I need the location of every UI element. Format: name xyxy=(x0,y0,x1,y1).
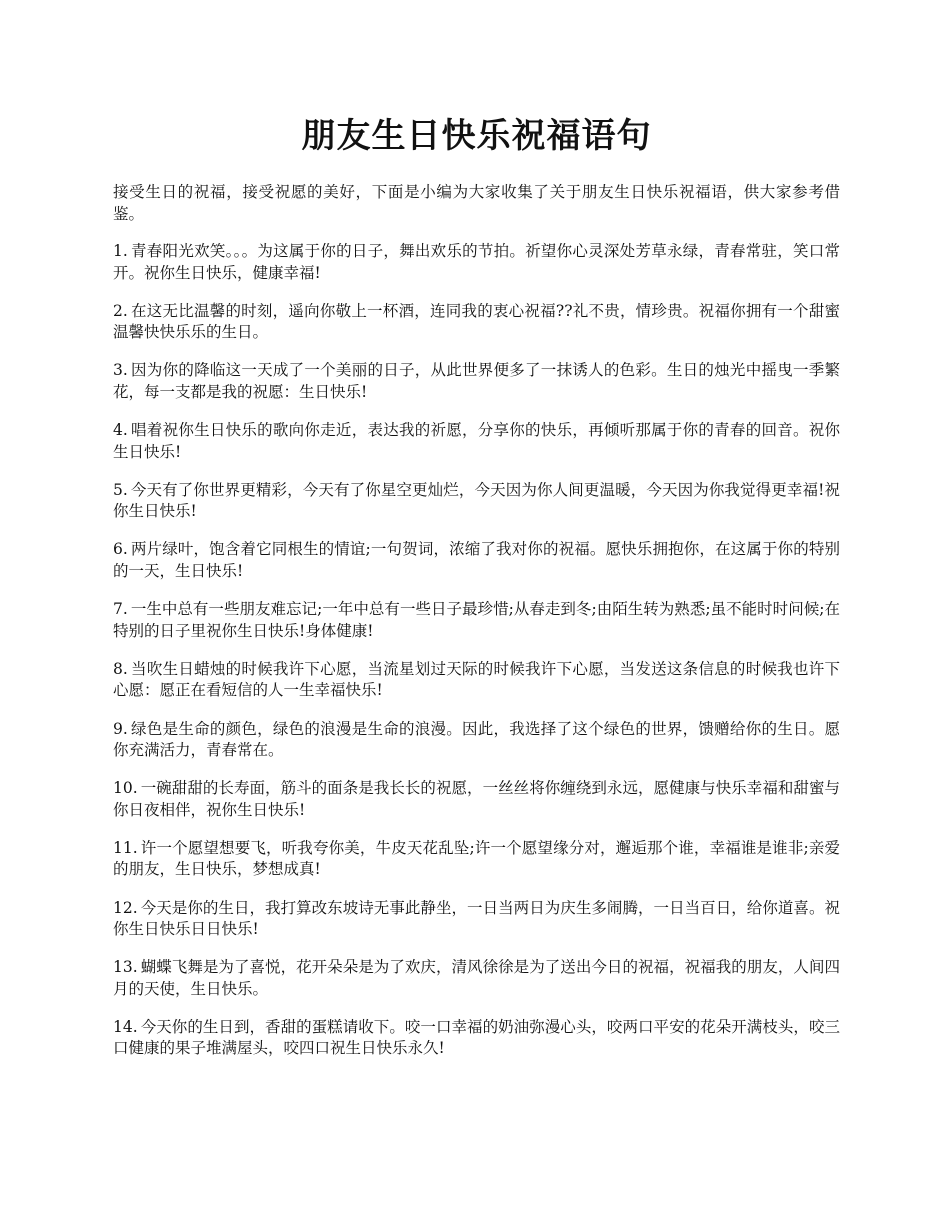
list-item xyxy=(113,301,840,344)
list-item xyxy=(113,539,840,582)
list-item-number: 3. xyxy=(113,361,128,380)
list-item-number: 11. xyxy=(113,838,138,857)
list-item xyxy=(113,360,840,403)
document-page xyxy=(113,108,840,1077)
list-item-text: 绿色是生命的颜色，绿色的浪漫是生命的浪漫。因此，我选择了这个绿色的世界，馈赠给你的生日。愿你充满活力，青春常在。 xyxy=(113,719,840,759)
list-item-text: 当吹生日蜡烛的时候我许下心愿，当流星划过天际的时候我许下心愿，当发送这条信息的时候我也许下心愿：愿正在看短信的人一生幸福快乐! xyxy=(113,659,840,700)
list-item-text: 今天是你的生日，我打算改东坡诗无事此静坐，一日当两日为庆生多闹腾，一日当百日，给你道喜。祝你生日快乐日日快乐! xyxy=(113,898,840,939)
list-item xyxy=(113,838,840,881)
list-item-number: 2. xyxy=(113,301,128,320)
list-item-number: 12. xyxy=(113,898,138,917)
list-item-text: 今天你的生日到，香甜的蛋糕请收下。咬一口幸福的奶油弥漫心头，咬两口平安的花朵开满枝头，咬三口健康的果子堆满屋头，咬四口祝生日快乐永久! xyxy=(113,1017,840,1058)
list-item-number: 10. xyxy=(113,779,138,798)
list-item-text: 在这无比温馨的时刻，遥向你敬上一杯酒，连同我的衷心祝福??礼不贵，情珍贵。祝福你拥有一个甜蜜温馨快快乐乐的生日。 xyxy=(113,301,840,342)
list-item-text: 蝴蝶飞舞是为了喜悦，花开朵朵是为了欢庆，清风徐徐是为了送出今日的祝福，祝福我的朋友，人间四月的天使，生日快乐。 xyxy=(113,958,840,998)
list-item-text: 一碗甜甜的长寿面，筋斗的面条是我长长的祝愿，一丝丝将你缠绕到永远，愿健康与快乐幸福和甜蜜与你日夜相伴，祝你生日快乐! xyxy=(113,779,840,819)
list-item-text: 两片绿叶，饱含着它同根生的情谊;一句贺词，浓缩了我对你的祝福。愿快乐拥抱你，在这属于你的特别的一天，生日快乐! xyxy=(113,540,840,580)
list-item xyxy=(113,1017,840,1060)
list-item-number: 9. xyxy=(113,719,128,738)
list-item xyxy=(113,599,840,642)
list-item-number: 4. xyxy=(113,421,128,440)
list-item xyxy=(113,898,840,941)
list-item xyxy=(113,719,840,762)
list-item-number: 7. xyxy=(113,600,128,619)
list-item xyxy=(113,778,840,821)
list-item-number: 1. xyxy=(113,242,128,260)
list-item-text: 青春阳光欢笑。。。为这属于你的日子，舞出欢乐的节拍。祈望你心灵深处芳草永绿，青春常驻，笑口常开。祝你生日快乐，健康幸福! xyxy=(113,242,840,282)
list-item xyxy=(113,957,840,1000)
list-item xyxy=(113,480,840,523)
list-item xyxy=(113,659,840,702)
list-item-number: 13. xyxy=(113,958,138,977)
wish-list xyxy=(113,241,840,1060)
intro-paragraph: 接受生日的祝福，接受祝愿的美好，下面是小编为大家收集了关于朋友生日快乐祝福语，供大家参考借鉴。 xyxy=(113,183,840,223)
list-item-text: 因为你的降临这一天成了一个美丽的日子，从此世界便多了一抹诱人的色彩。生日的烛光中摇曳一季繁花，每一支都是我的祝愿：生日快乐! xyxy=(113,361,840,401)
list-item-number: 6. xyxy=(113,540,128,559)
list-item-text: 唱着祝你生日快乐的歌向你走近，表达我的祈愿，分享你的快乐，再倾听那属于你的青春的回音。祝你生日快乐! xyxy=(113,421,840,461)
list-item-number: 14. xyxy=(113,1017,138,1036)
list-item-number: 5. xyxy=(113,480,128,499)
list-item-text: 今天有了你世界更精彩，今天有了你星空更灿烂，今天因为你人间更温暖，今天因为你我觉得更幸福!祝你生日快乐! xyxy=(113,480,840,521)
list-item xyxy=(113,241,840,284)
list-item-number: 8. xyxy=(113,659,128,678)
list-item-text: 一生中总有一些朋友难忘记;一年中总有一些日子最珍惜;从春走到冬;由陌生转为熟悉;虽不能时时问候;在特别的日子里祝你生日快乐!身体健康! xyxy=(113,600,840,640)
page-title: 朋友生日快乐祝福语句 xyxy=(301,116,652,156)
list-item xyxy=(113,420,840,463)
list-item-text: 许一个愿望想要飞，听我夸你美，牛皮天花乱坠;许一个愿望缘分对，邂逅那个谁，幸福谁是谁非;亲爱的朋友，生日快乐，梦想成真! xyxy=(113,838,840,879)
